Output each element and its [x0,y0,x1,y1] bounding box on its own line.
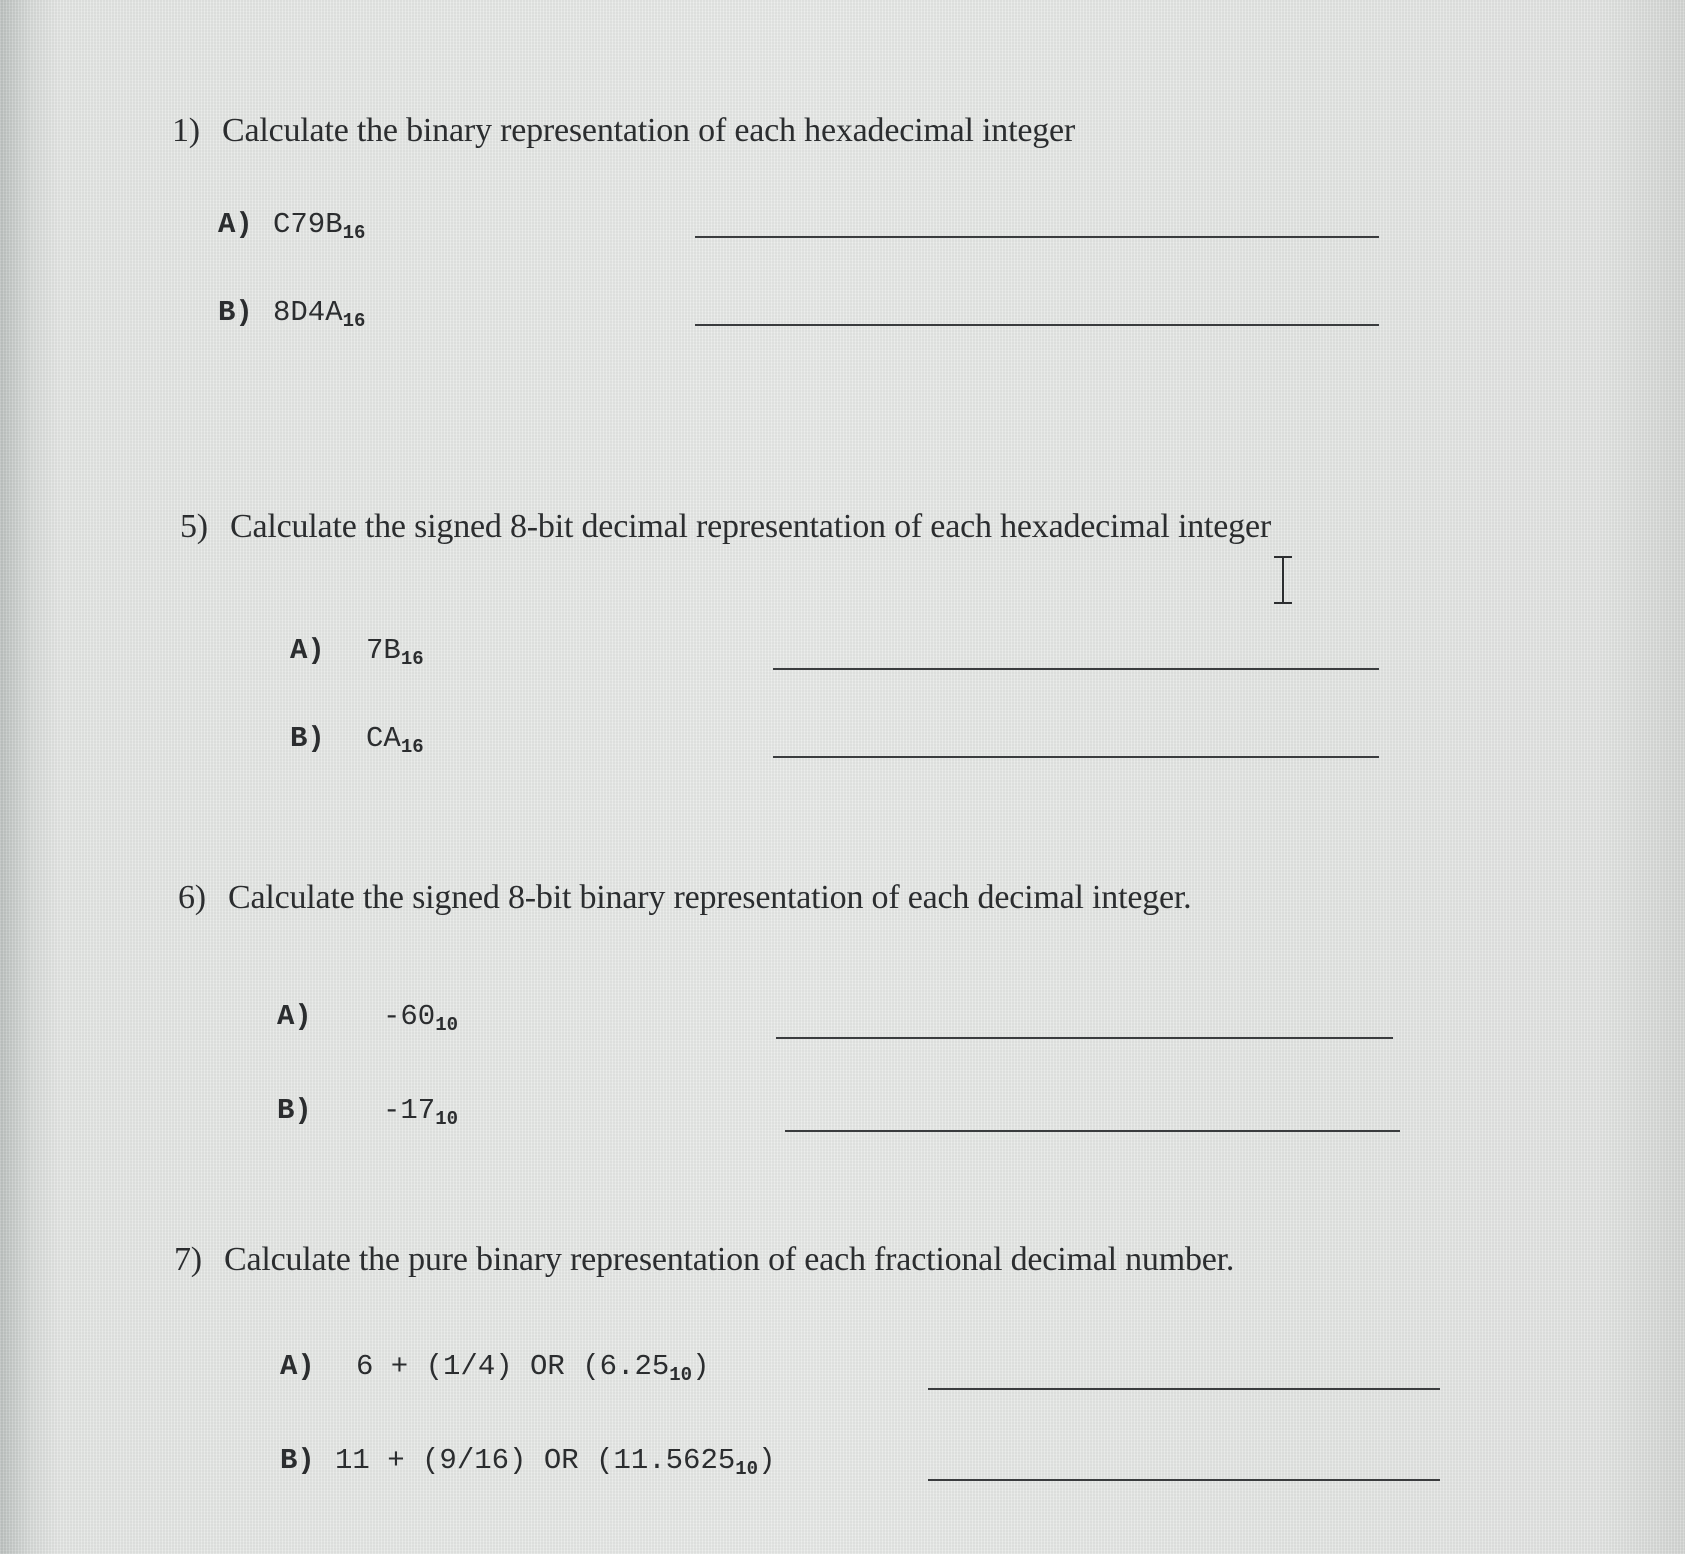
item-base: 16 [400,648,424,670]
q1-item-b [218,296,365,332]
item-value: -60 [383,1000,436,1033]
question-number: 5) [180,508,208,545]
question-number: 1) [172,112,200,149]
item-value: 11 + (9/16) OR (11.5625 [335,1444,736,1477]
question-1-heading [172,112,1075,150]
q6-answer-line-a[interactable] [776,1037,1393,1039]
item-value: 8D4A [273,296,343,329]
q5-item-a [290,634,424,670]
q1-answer-line-a[interactable] [695,236,1379,238]
q6-item-a [277,1000,458,1036]
q7-item-b [280,1444,775,1480]
question-text: Calculate the pure binary representation of each fractional decimal number. [224,1241,1235,1278]
item-base: 16 [342,222,366,244]
text-cursor-icon [1268,556,1298,604]
q1-item-a [218,208,365,244]
item-close-paren: ) [692,1350,710,1383]
item-label: A) [290,634,325,667]
question-6-heading [178,879,1191,917]
question-number: 6) [178,879,206,916]
question-text: Calculate the signed 8-bit decimal representation of each hexadecimal integer [230,508,1271,545]
question-text: Calculate the binary representation of each hexadecimal integer [222,112,1076,149]
item-base: 16 [400,736,424,758]
item-label: B) [290,722,325,755]
q6-item-b [277,1094,458,1130]
q1-answer-line-b[interactable] [695,324,1379,326]
item-label: A) [280,1350,315,1383]
q7-answer-line-b[interactable] [928,1479,1440,1481]
item-value: C79B [273,208,343,241]
q7-answer-line-a[interactable] [928,1388,1440,1390]
q5-answer-line-b[interactable] [773,756,1379,758]
item-label: A) [277,1000,312,1033]
item-label: B) [218,296,253,329]
q5-answer-line-a[interactable] [773,668,1379,670]
item-base: 10 [435,1014,459,1036]
item-label: A) [218,208,253,241]
item-value: CA [366,722,401,755]
item-close-paren: ) [758,1444,776,1477]
item-value: 6 + (1/4) OR (6.25 [356,1350,670,1383]
question-5-heading [180,508,1271,546]
q6-answer-line-b[interactable] [785,1130,1400,1132]
item-value: 7B [366,634,401,667]
item-base: 16 [342,310,366,332]
question-number: 7) [174,1241,202,1278]
item-value: -17 [383,1094,436,1127]
item-base: 10 [735,1458,759,1480]
question-text: Calculate the signed 8-bit binary representation of each decimal integer. [228,879,1192,916]
q7-item-a [280,1350,709,1386]
item-label: B) [277,1094,312,1127]
item-base: 10 [435,1108,459,1130]
q5-item-b [290,722,424,758]
question-7-heading [174,1241,1234,1279]
item-base: 10 [669,1364,693,1386]
item-label: B) [280,1444,315,1477]
